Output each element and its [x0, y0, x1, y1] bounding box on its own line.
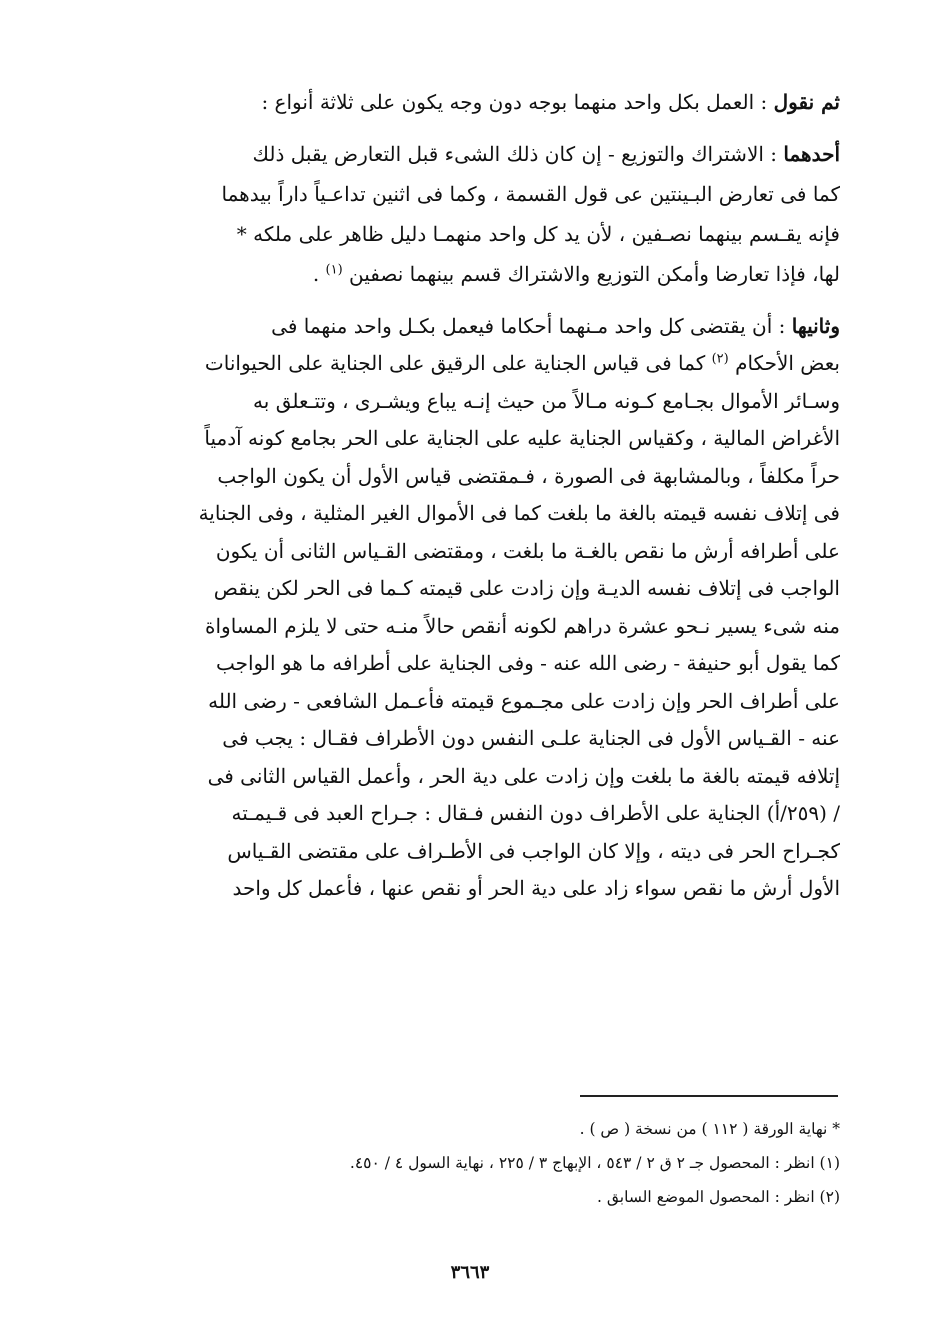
line-text: بعض الأحكام: [735, 351, 840, 375]
text-line: حراً مكلفاً ، وبالمشابهة فى الصورة ، فـمقتضى قياس الأول أن يكون الواجب: [217, 463, 840, 488]
line-text: : الاشتراك والتوزيع - إن كان ذلك الشىء قبل التعارض يقبل ذلك: [252, 141, 778, 166]
line-text: .: [312, 261, 320, 286]
text-line: فإنه يقـسم بينهما نصـفين ، لأن يد كل واحد منهمـا دليل ظاهر على ملكه *: [236, 221, 840, 246]
text-line: الأغراض المالية ، وكقياس الجناية عليه على الجناية على الحر بجامع كونه آدمياً: [204, 426, 840, 450]
text-line: [128, 134, 840, 174]
text-line: [128, 345, 840, 383]
text-line: [128, 308, 840, 346]
line-text: : العمل بكل واحد منهما بوجه دون وجه يكون على ثلاثة أنواع :: [261, 90, 768, 114]
text-line: على أطرافه أرش ما نقص بالغـة ما بلغت ، ومقتضى القـياس الثانى أن يكون: [215, 538, 840, 563]
second-paragraph: [128, 308, 840, 908]
footnote: (١) انظر : المحصول جـ ٢ ق ٢ / ٥٤٣ ، الإبهاج ٣ / ٢٢٥ ، نهاية السول ٤ / ٤٥٠.: [349, 1154, 840, 1172]
paragraph-gap: [128, 294, 840, 308]
text-line: كما يقول أبو حنيفة - رضى الله عنه - وفى الجناية على أطرافه ما هو الواجب: [216, 651, 840, 675]
line-text: كما فى قياس الجناية على الرقيق على الجناية على الحيوانات: [204, 351, 706, 375]
footnote: (٢) انظر : المحصول الموضع السابق .: [597, 1188, 840, 1206]
text-line: منه شىء يسير نـحو عشرة دراهم لكونه أنقص حالاً منـه حتى لا يلزم المساواة: [205, 613, 840, 638]
text-line: كما فى تعارض البـينتين عى قول القسمة ، وكما فى اثنين تداعـياً داراً بيدهما: [221, 181, 840, 206]
text-line: عنه - القـياس الأول فى الجناية علـى النفس دون الأطراف فقـال : يجب فى: [222, 726, 840, 750]
footnote-separator: [580, 1095, 838, 1097]
lead-phrase: أحدهما: [783, 141, 840, 166]
text-line: إتلافه قيمته بالغة ما بلغت وإن زادت على دية الحر ، وأعمل القياس الثانى فى: [207, 763, 840, 788]
footnote-reference: (٢): [711, 351, 729, 367]
lead-phrase: ثم نقول: [773, 90, 840, 114]
page-number: ٣٦٦٣: [450, 1262, 490, 1283]
main-text-body: [128, 84, 840, 908]
paragraph-gap: [128, 122, 840, 134]
text-line: على أطراف الحر وإن زادت على مجـموع قيمته فأعـمل الشافعى - رضى الله: [208, 688, 840, 713]
footnotes: [128, 1112, 840, 1214]
intro-paragraph: [128, 84, 840, 122]
text-line: فى إتلاف نفسه قيمته بالغة ما بلغت كما فى الأموال الغير المثلية ، وفى الجناية: [198, 501, 840, 525]
text-line: [128, 84, 840, 122]
text-line: الأول أرش ما نقص سواء زاد على دية الحر أو نقص عنها ، فأعمل كل واحد: [232, 876, 840, 900]
line-text: لها، فإذا تعارضا وأمكن التوزيع والاشتراك قسم بينهما نصفين: [349, 261, 840, 286]
text-line: / (٢٥٩/أ) الجناية على الأطراف دون النفس فـقال : جـراح العبد فى قـيمـته: [231, 801, 840, 825]
lead-phrase: وثانيها: [791, 313, 840, 338]
footnote: * نهاية الورقة ( ١١٢ ) من نسخة ( ص ) .: [579, 1120, 840, 1138]
text-line: [128, 254, 840, 294]
footnote-reference: (١): [325, 261, 343, 277]
text-line: وسـائر الأموال بجـامع كـونه مـالاً من حيث إنـه يباع ويشـرى ، وتتـعلق به: [253, 388, 840, 413]
first-paragraph: [128, 134, 840, 294]
text-line: كجـراح الحر فى ديته ، وإلا كان الواجب فى الأطـراف على مقتضى القـياس: [227, 838, 840, 863]
line-text: : أن يقتضى كل واحد مـنهما أحكاما فيعمل بكـل واحد منهما فى: [271, 313, 786, 338]
text-line: الواجب فى إتلاف نفسه الديـة وإن زادت على قيمته كـما فى الحر لكن ينقص: [213, 576, 840, 600]
